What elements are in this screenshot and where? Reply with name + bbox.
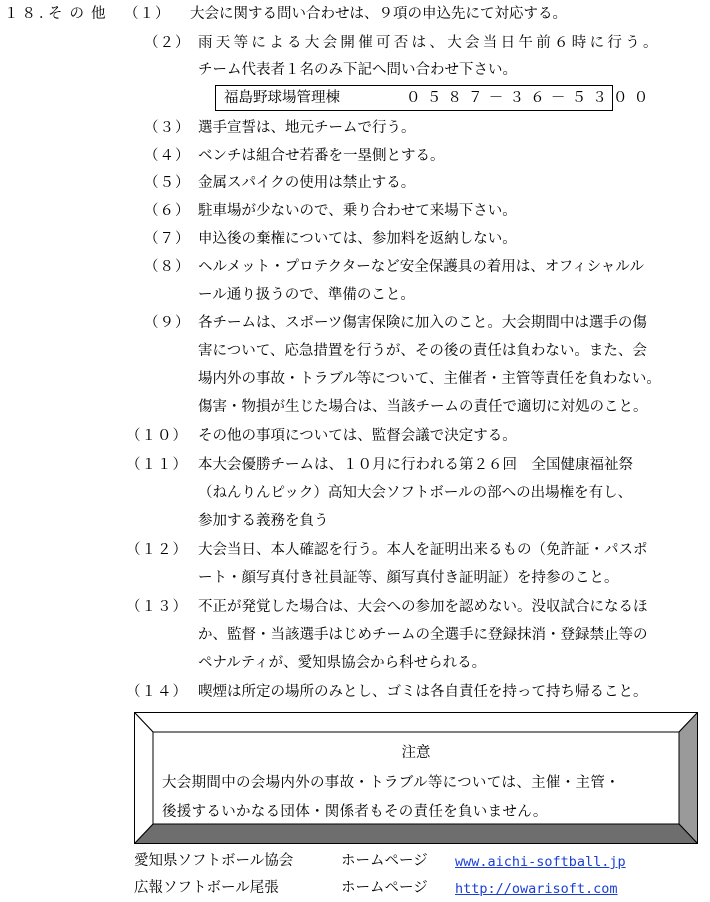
footer-label: ホームページ [341, 853, 428, 869]
item-number: （５） [144, 175, 191, 191]
item-number: （６） [144, 203, 191, 219]
footer-org: 広報ソフトボール尾張 [134, 880, 279, 896]
item-text: 喫煙は所定の場所のみとし、ゴミは各自責任を持って持ち帰ること。 [198, 684, 648, 700]
item-text: 場内外の事故・トラブル等について、主催者・主管等責任を負わない。 [198, 371, 661, 387]
item-number: （１１） [126, 457, 188, 473]
item-text: ベンチは組合せ若番を一塁側とする。 [198, 148, 445, 164]
footer-org: 愛知県ソフトボール協会 [134, 853, 294, 869]
item-text: 駐車場が少ないので、乗り合わせて来場下さい。 [198, 203, 517, 219]
section-title: その他 [48, 6, 113, 22]
item-text: ヘルメット・プロテクターなど安全保護具の着用は、オフィシャルル [198, 259, 644, 275]
item-text: 不正が発覚した場合は、大会への参加を認めない。没収試合になるほ [198, 599, 648, 615]
notice-line: 後援するいかなる団体・関係者もその責任を負いません。 [162, 804, 548, 820]
footer-label: ホームページ [341, 880, 428, 896]
item-number: （１０） [126, 428, 188, 444]
item-text: ペナルティが、愛知県協会から科せられる。 [198, 655, 487, 671]
item-text: ール通り扱うので、準備のこと。 [198, 287, 415, 303]
item-text: 害について、応急措置を行うが、その後の責任は負わない。また、会 [198, 343, 647, 359]
contact-phone: ０５８７－３６－５３００ [406, 90, 655, 106]
item-text: 参加する義務を負う [198, 513, 329, 529]
item-text: チーム代表者１名のみ下記へ問い合わせ下さい。 [198, 62, 517, 78]
contact-box [215, 85, 655, 111]
item-number: （２） [144, 35, 191, 51]
item-text: 選手宣誓は、地元チームで行う。 [198, 120, 416, 136]
item-text: か、監督・当該選手はじめチームの全選手に登録抹消・登録禁止等の [198, 627, 648, 643]
item-number: （４） [144, 148, 191, 164]
footer-link-aichi[interactable]: www.aichi-softball.jp [455, 854, 626, 870]
item-text: ート・顔写真付き社員証等、顔写真付き証明証）を持参のこと。 [198, 570, 619, 586]
item-text: 雨天等による大会開催可否は、大会当日午前６時に行う。 [198, 35, 661, 51]
item-text: 本大会優勝チームは、１０月に行われる第２６回 全国健康福祉祭 [198, 457, 633, 473]
item-text: その他の事項については、監督会議で決定する。 [198, 428, 517, 444]
footer-link-owari[interactable]: http://owarisoft.com [455, 881, 618, 897]
item-text: 大会当日、本人確認を行う。本人を証明出来るもの（免許証・パスポ [198, 542, 648, 558]
notice-title: 注意 [401, 745, 431, 761]
item-text: 各チームは、スポーツ傷害保険に加入のこと。大会期間中は選手の傷 [198, 315, 647, 331]
item-text: 傷害・物損が生じた場合は、当該チームの責任で適切に対処のこと。 [198, 399, 648, 415]
item-number: （８） [144, 259, 191, 275]
contact-place: 福島野球場管理棟 [224, 90, 340, 106]
item-number: （７） [144, 231, 191, 247]
item-text: 大会に関する問い合わせは、９項の申込先にて対応する。 [190, 6, 567, 22]
section-number: １８． [4, 6, 57, 22]
item-number: （１） [124, 6, 171, 22]
item-number: （１４） [126, 684, 188, 700]
notice-box [134, 712, 698, 844]
item-text: 申込後の棄権については、参加料を返納しない。 [198, 231, 517, 247]
item-text: 金属スパイクの使用は禁止する。 [198, 175, 416, 191]
item-number: （１３） [126, 599, 188, 615]
item-number: （９） [144, 315, 191, 331]
notice-line: 大会期間中の会場内外の事故・トラブル等については、主催・主管・ [162, 775, 620, 791]
item-text: （ねんりんピック）高知大会ソフトボールの部への出場権を有し、 [198, 485, 633, 501]
item-number: （１２） [126, 542, 188, 558]
item-number: （３） [144, 120, 191, 136]
